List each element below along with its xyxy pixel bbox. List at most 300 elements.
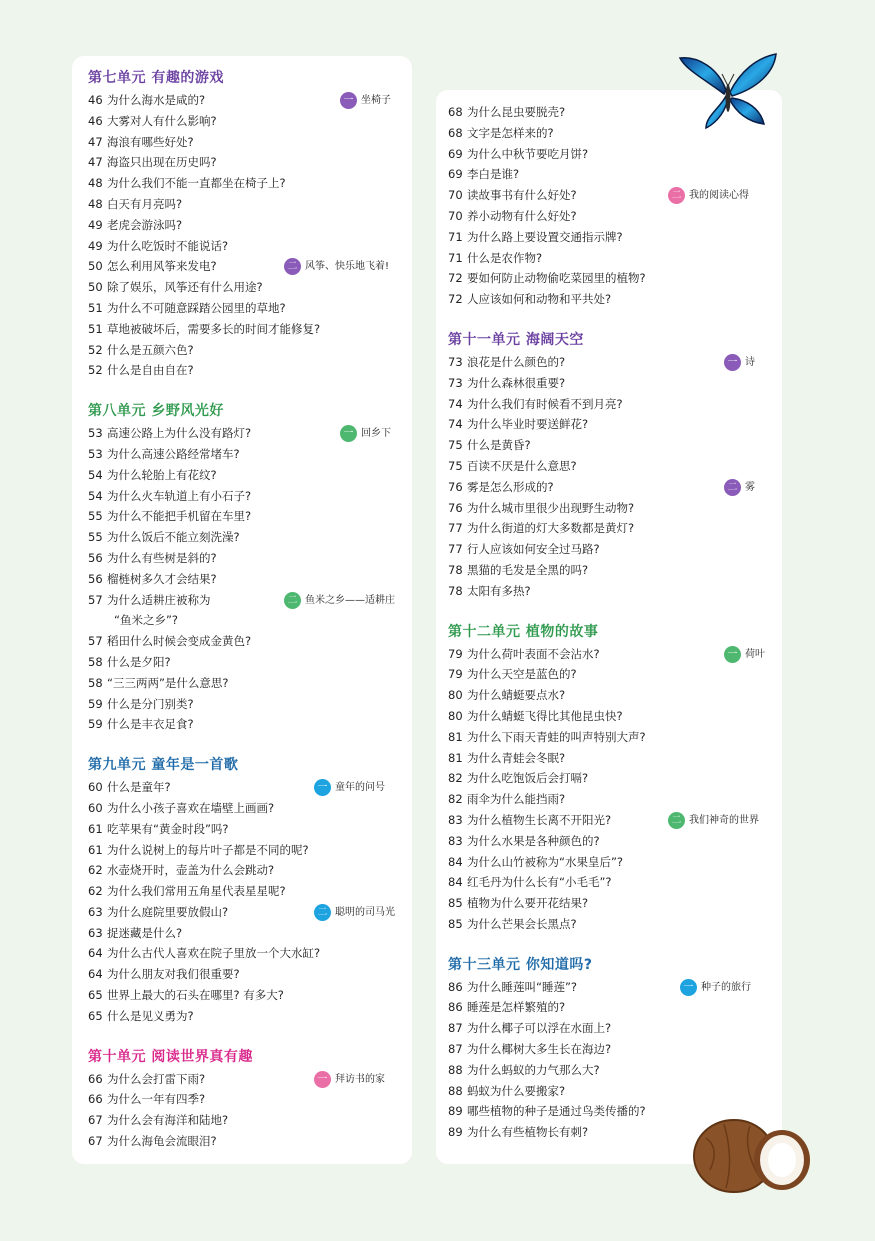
question-text: 吃苹果有“黄金时段”吗? (107, 821, 229, 836)
lesson-tag (284, 258, 389, 275)
toc-entry (448, 498, 782, 519)
toc-entry (88, 548, 412, 569)
question-text: 为什么饭后不能立刻洗澡? (107, 530, 240, 545)
lesson-number-badge: 二 (724, 479, 741, 496)
question-text: 蚂蚁为什么要搬家? (467, 1083, 566, 1098)
question-text: 红毛丹为什么长有“小毛毛”? (467, 875, 612, 890)
page-number: 83 (448, 812, 463, 827)
question-text: 要如何防止动物偷吃菜园里的植物? (467, 271, 646, 286)
toc-entry (448, 227, 782, 248)
right-toc-panel (436, 90, 782, 1164)
question-text: 老虎会游泳吗? (107, 217, 183, 232)
page-number: 80 (448, 708, 463, 723)
toc-entry (88, 798, 412, 819)
toc-entry (88, 652, 412, 673)
question-text: 什么是农作物? (467, 250, 543, 265)
page-number: 74 (448, 417, 463, 432)
page-number: 83 (448, 833, 463, 848)
page-number: 79 (448, 667, 463, 682)
question-text: 为什么蜻蜓要点水? (467, 688, 566, 703)
page-number: 73 (448, 354, 463, 369)
lesson-title: 童年的问号 (335, 782, 385, 794)
lesson-number-badge: 二 (668, 187, 685, 204)
toc-entry (88, 152, 412, 173)
question-text: 植物为什么要开花结果? (467, 896, 589, 911)
lesson-title: 我们神奇的世界 (689, 814, 759, 826)
question-text: 怎么利用风筝来发电? (107, 259, 217, 274)
toc-entry (448, 748, 782, 769)
toc-entry (448, 1039, 782, 1060)
page-number: 58 (88, 654, 103, 669)
toc-entry (448, 248, 782, 269)
toc-entry (88, 132, 412, 153)
page-number: 84 (448, 875, 463, 890)
toc-entry (88, 860, 412, 881)
page-number: 76 (448, 500, 463, 515)
page-number: 48 (88, 176, 103, 191)
page-number: 72 (448, 271, 463, 286)
toc-entry (448, 1018, 782, 1039)
page-number: 56 (88, 550, 103, 565)
toc-entry (88, 215, 412, 236)
question-text: 捉迷藏是什么? (107, 925, 183, 940)
toc-entry (448, 1060, 782, 1081)
question-text: 为什么高速公路经常堵车? (107, 446, 240, 461)
unit-section (88, 399, 412, 735)
toc-entry (448, 997, 782, 1018)
question-text: 太阳有多热? (467, 583, 531, 598)
lesson-tag (724, 354, 755, 371)
page-number: 46 (88, 93, 103, 107)
question-text: 为什么芒果会长黑点? (467, 916, 577, 931)
toc-entry (88, 465, 412, 486)
lesson-number-badge: 二 (284, 592, 301, 609)
toc-entry (448, 977, 782, 998)
lesson-tag (284, 592, 395, 609)
unit-title: 第七单元 有趣的游戏 (88, 70, 224, 86)
question-text: 什么是黄昏? (467, 438, 531, 453)
question-text: 养小动物有什么好处? (467, 208, 577, 223)
toc-entry (88, 319, 412, 340)
question-text: 为什么小孩子喜欢在墙壁上画画? (107, 800, 275, 815)
toc-entry (448, 144, 782, 165)
page-number: 47 (88, 134, 103, 149)
question-text: 为什么不可随意踩踏公园里的草地? (107, 300, 286, 315)
question-text: 为什么适耕庄被称为 (107, 592, 211, 607)
page-number: 85 (448, 916, 463, 931)
toc-entry (88, 256, 412, 277)
question-text: 为什么毕业时要送鲜花? (467, 417, 589, 432)
lesson-title: 聪明的司马光 (335, 906, 395, 918)
question-text: 海盗只出现在历史吗? (107, 155, 217, 170)
question-text: 哪些植物的种子是通过鸟类传播的? (467, 1104, 646, 1119)
page-number: 85 (448, 896, 463, 911)
page-number: 72 (448, 292, 463, 307)
toc-entry (448, 872, 782, 893)
unit-section (88, 66, 412, 381)
question-text: 为什么会有海洋和陆地? (107, 1113, 229, 1128)
question-text: 为什么荷叶表面不会沾水? (467, 646, 600, 661)
page-number: 70 (448, 208, 463, 223)
toc-entry (448, 268, 782, 289)
question-text: 为什么海水是咸的? (107, 93, 206, 107)
page-number: 75 (448, 458, 463, 473)
page-number: 64 (88, 967, 103, 982)
toc-entry (88, 444, 412, 465)
question-text: 世界上最大的石头在哪里? 有多大? (107, 988, 284, 1003)
question-text: 为什么蜻蜓飞得比其他昆虫快? (467, 708, 623, 723)
page-number: 52 (88, 363, 103, 378)
lesson-tag (314, 904, 395, 921)
toc-entry (88, 923, 412, 944)
question-text: 为什么庭院里要放假山? (107, 904, 229, 919)
toc-entry (88, 111, 412, 132)
toc-entry (88, 1110, 412, 1131)
toc-entry (88, 985, 412, 1006)
page-number: 67 (88, 1134, 103, 1149)
lesson-tag (724, 479, 755, 496)
toc-entry (448, 373, 782, 394)
question-text: 为什么不能把手机留在车里? (107, 509, 252, 524)
toc-entry (448, 914, 782, 935)
toc-entry (88, 360, 412, 381)
page-number: 87 (448, 1021, 463, 1036)
toc-entry (448, 414, 782, 435)
toc-entry (448, 685, 782, 706)
lesson-number-badge: 二 (284, 258, 301, 275)
toc-entry (448, 644, 782, 665)
lesson-title: 拜访书的家 (335, 1073, 385, 1085)
toc-entry (448, 810, 782, 831)
question-text: 为什么海龟会流眼泪? (107, 1134, 217, 1149)
toc-entry (448, 560, 782, 581)
toc-entry (88, 840, 412, 861)
page-number: 73 (448, 375, 463, 390)
toc-entry (88, 173, 412, 194)
toc-entry (448, 727, 782, 748)
unit-title: 第八单元 乡野风光好 (88, 403, 224, 420)
page-number: 65 (88, 1008, 103, 1023)
question-text: 睡莲是怎样繁殖的? (467, 1000, 566, 1015)
question-text: 雨伞为什么能挡雨? (467, 792, 566, 807)
toc-entry (88, 527, 412, 548)
page-number: 51 (88, 321, 103, 336)
question-text: 为什么朋友对我们很重要? (107, 967, 240, 982)
lesson-title: 荷叶 (745, 648, 765, 660)
page-number: 54 (88, 488, 103, 503)
unit-title: 第十二单元 植物的故事 (448, 623, 599, 640)
question-text: 雾是怎么形成的? (467, 479, 554, 494)
question-text: 文字是怎样来的? (467, 125, 554, 140)
unit-title: 第十单元 阅读世界真有趣 (88, 1048, 253, 1065)
question-text: 为什么吃饭时不能说话? (107, 238, 229, 253)
toc-entry (88, 631, 412, 652)
butterfly-image (676, 50, 780, 136)
toc-entry (88, 90, 412, 111)
toc-entry (448, 789, 782, 810)
question-text: 稻田什么时候会变成金黄色? (107, 634, 252, 649)
lesson-tag (668, 187, 749, 204)
toc-entry (88, 902, 412, 923)
question-text: 为什么天空是蓝色的? (467, 667, 577, 682)
page-number: 80 (448, 688, 463, 703)
question-text: 为什么街道的灯大多数都是黄灯? (467, 521, 635, 536)
page-number: 74 (448, 396, 463, 411)
left-toc-panel (72, 56, 412, 1164)
toc-entry (448, 1081, 782, 1102)
page-number: 46 (88, 113, 103, 128)
question-text: 什么是童年? (107, 780, 171, 795)
toc-entry (448, 664, 782, 685)
question-text: “三三两两”是什么意思? (107, 675, 229, 690)
toc-entry (448, 164, 782, 185)
question-text: 水壶烧开时，壶盖为什么会跳动? (107, 863, 275, 878)
lesson-tag (314, 779, 385, 796)
coconut-image (690, 1108, 812, 1196)
page-number: 62 (88, 884, 103, 899)
page-number: 81 (448, 729, 463, 744)
page-number: 77 (448, 521, 463, 536)
toc-entry (448, 852, 782, 873)
page-number: 89 (448, 1125, 463, 1140)
question-text: 为什么昆虫要脱壳? (467, 105, 566, 119)
question-text: 为什么有些树是斜的? (107, 550, 217, 565)
toc-entry (88, 1069, 412, 1090)
page-number: 63 (88, 925, 103, 940)
question-text: 为什么有些植物长有刺? (467, 1125, 589, 1140)
lesson-number-badge: 一 (340, 92, 357, 109)
question-text: 什么是丰衣足食? (107, 717, 194, 732)
toc-entry (88, 423, 412, 444)
lesson-number-badge: 一 (724, 354, 741, 371)
question-text: 李白是谁? (467, 167, 520, 182)
page-number: 89 (448, 1104, 463, 1119)
page-number: 57 (88, 592, 103, 607)
lesson-title: 鱼米之乡——适耕庄 (305, 594, 395, 606)
page-number: 71 (448, 229, 463, 244)
lesson-number-badge: 一 (314, 1071, 331, 1088)
page-number: 58 (88, 675, 103, 690)
toc-entry (448, 394, 782, 415)
page-number: 53 (88, 446, 103, 461)
page-number: 47 (88, 155, 103, 170)
question-text: 高速公路上为什么没有路灯? (107, 426, 252, 441)
question-text: 为什么吃饱饭后会打嗝? (467, 771, 589, 786)
unit-section (448, 328, 782, 602)
toc-entry (448, 518, 782, 539)
lesson-tag (668, 812, 759, 829)
lesson-title: 诗 (745, 356, 755, 368)
unit-section (448, 620, 782, 935)
lesson-tag (340, 425, 391, 442)
page-number: 76 (448, 479, 463, 494)
question-text: 人应该如何和动物和平共处? (467, 292, 612, 307)
question-text: 为什么城市里很少出现野生动物? (467, 500, 635, 515)
page-number: 60 (88, 780, 103, 795)
page-number: 62 (88, 863, 103, 878)
question-text: 榴梿树多久才会结果? (107, 571, 217, 586)
question-text: 为什么蚂蚁的力气那么大? (467, 1062, 600, 1077)
lesson-number-badge: 二 (668, 812, 685, 829)
question-text: 为什么会打雷下雨? (107, 1071, 206, 1086)
page-number: 67 (88, 1113, 103, 1128)
lesson-number-badge: 一 (340, 425, 357, 442)
question-text: 除了娱乐，风筝还有什么用途? (107, 280, 263, 295)
toc-entry (88, 1006, 412, 1027)
lesson-number-badge: 一 (680, 979, 697, 996)
lesson-title: 坐椅子 (361, 95, 391, 106)
question-text: 为什么我们常用五角星代表星星呢? (107, 884, 286, 899)
toc-entry (448, 831, 782, 852)
page-number: 57 (88, 634, 103, 649)
toc-entry (88, 964, 412, 985)
unit-title: 第十一单元 海阔天空 (448, 331, 584, 348)
toc-entry (88, 194, 412, 215)
page-number: 54 (88, 467, 103, 482)
lesson-number-badge: 一 (724, 646, 741, 663)
toc-entry (88, 1131, 412, 1152)
page-number: 49 (88, 238, 103, 253)
toc-entry (448, 893, 782, 914)
question-text: 为什么一年有四季? (107, 1092, 206, 1107)
page-number: 65 (88, 988, 103, 1003)
lesson-title: 回乡下 (361, 428, 391, 440)
toc-entry (88, 1089, 412, 1110)
page-number: 88 (448, 1083, 463, 1098)
lesson-tag (724, 646, 765, 663)
page-number: 56 (88, 571, 103, 586)
question-text: 为什么森林很重要? (467, 375, 566, 390)
question-text: 什么是见义勇为? (107, 1008, 194, 1023)
page-number: 81 (448, 750, 463, 765)
page-number: 50 (88, 280, 103, 295)
lesson-number-badge: 一 (314, 779, 331, 796)
unit-title: 第十三单元 你知道吗? (448, 956, 593, 973)
question-text: 为什么下雨天青蛙的叫声特别大声? (467, 729, 646, 744)
page-number: 71 (448, 250, 463, 265)
page-number: 69 (448, 146, 463, 161)
question-text: 为什么山竹被称为“水果皇后”? (467, 854, 624, 869)
toc-entry (88, 340, 412, 361)
question-text: 浪花是什么颜色的? (467, 354, 566, 369)
question-text: 什么是夕阳? (107, 654, 171, 669)
page-number: 52 (88, 342, 103, 357)
toc-entry (88, 236, 412, 257)
toc-entry (448, 289, 782, 310)
toc-entry (88, 777, 412, 798)
question-text: 黑猫的毛发是全黑的吗? (467, 562, 589, 577)
lesson-title: 雾 (745, 481, 755, 493)
page-number: 79 (448, 646, 463, 661)
lesson-title: 种子的旅行 (701, 981, 751, 993)
toc-entry (88, 298, 412, 319)
page-number: 82 (448, 792, 463, 807)
question-text-continued: “鱼米之乡”? (114, 613, 179, 628)
toc-entry (88, 277, 412, 298)
question-text: 草地被破坏后，需要多长的时间才能修复? (107, 321, 321, 336)
question-text: 什么是自由自在? (107, 363, 194, 378)
toc-entry (88, 569, 412, 590)
page-number: 82 (448, 771, 463, 786)
page-number: 77 (448, 542, 463, 557)
question-text: 为什么睡莲叫“睡莲”? (467, 979, 578, 994)
lesson-number-badge: 二 (314, 904, 331, 921)
page-number: 61 (88, 821, 103, 836)
question-text: 什么是五颜六色? (107, 342, 194, 357)
page-number: 78 (448, 562, 463, 577)
toc-entry (88, 943, 412, 964)
page-number: 53 (88, 426, 103, 441)
page-number: 60 (88, 800, 103, 815)
toc-entry (88, 881, 412, 902)
page-number: 68 (448, 125, 463, 140)
lesson-tag (680, 979, 751, 996)
question-text: 什么是分门别类? (107, 696, 194, 711)
question-text: 为什么我们有时候看不到月亮? (467, 396, 623, 411)
page-number: 87 (448, 1042, 463, 1057)
page-number: 55 (88, 509, 103, 524)
toc-entry (448, 477, 782, 498)
toc-entry (448, 581, 782, 602)
unit-title: 第九单元 童年是一首歌 (88, 757, 239, 774)
page-number: 86 (448, 1000, 463, 1015)
toc-entry (88, 819, 412, 840)
question-text: 为什么椰子可以浮在水面上? (467, 1021, 612, 1036)
page-number: 64 (88, 946, 103, 961)
toc-entry (448, 706, 782, 727)
unit-section (88, 1045, 412, 1152)
toc-entry (448, 768, 782, 789)
question-text: 为什么轮胎上有花纹? (107, 467, 217, 482)
question-text: 为什么古代人喜欢在院子里放一个大水缸? (107, 946, 321, 961)
question-text: 为什么我们不能一直都坐在椅子上? (107, 176, 286, 191)
toc-entry (88, 714, 412, 735)
question-text: 为什么说树上的每片叶子都是不同的呢? (107, 842, 309, 857)
page-number: 84 (448, 854, 463, 869)
question-text: 为什么水果是各种颜色的? (467, 833, 600, 848)
page-number: 66 (88, 1071, 103, 1086)
toc-entry (88, 694, 412, 715)
question-text: 行人应该如何安全过马路? (467, 542, 600, 557)
question-text: 大雾对人有什么影响? (107, 113, 217, 128)
toc-entry (448, 456, 782, 477)
toc-entry (448, 185, 782, 206)
lesson-title: 风筝、快乐地飞着! (305, 261, 390, 273)
toc-entry (88, 673, 412, 694)
question-text: 为什么路上要设置交通指示牌? (467, 229, 623, 244)
toc-entry (448, 206, 782, 227)
lesson-title: 我的阅读心得 (689, 190, 749, 202)
page-number: 50 (88, 259, 103, 274)
toc-entry (88, 590, 412, 632)
page-number: 63 (88, 904, 103, 919)
toc-entry (448, 352, 782, 373)
page-number: 55 (88, 530, 103, 545)
question-text: 为什么椰树大多生长在海边? (467, 1042, 612, 1057)
question-text: 为什么青蛙会冬眠? (467, 750, 566, 765)
question-text: 读故事书有什么好处? (467, 188, 577, 203)
toc-entry (88, 486, 412, 507)
page-number: 59 (88, 696, 103, 711)
page-number: 88 (448, 1062, 463, 1077)
page-number: 78 (448, 583, 463, 598)
question-text: 为什么火车轨道上有小石子? (107, 488, 252, 503)
page-number: 61 (88, 842, 103, 857)
page-number: 51 (88, 300, 103, 315)
question-text: 白天有月亮吗? (107, 196, 183, 211)
toc-entry (88, 506, 412, 527)
page-number: 69 (448, 167, 463, 182)
